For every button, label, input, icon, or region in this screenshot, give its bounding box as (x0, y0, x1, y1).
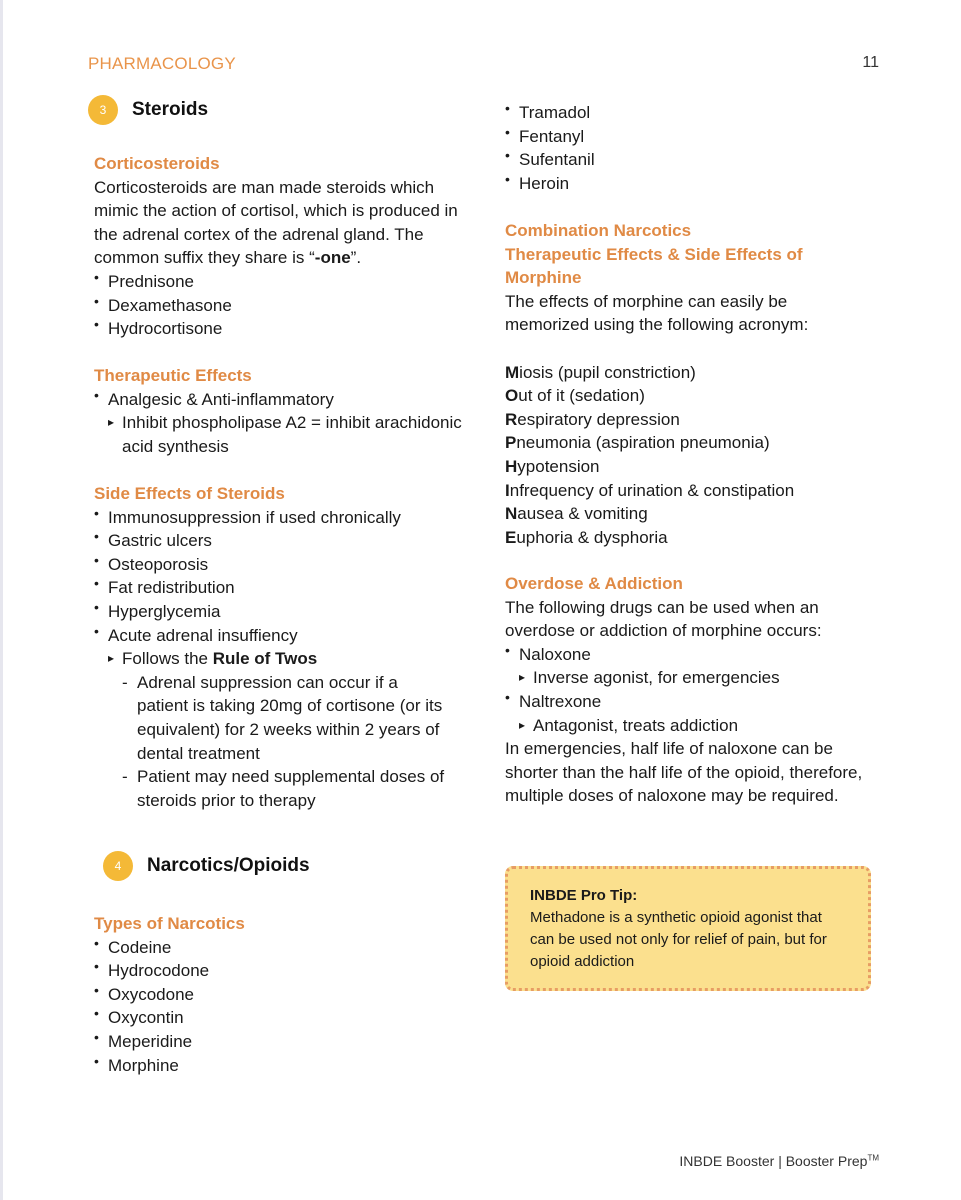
section-steroids-heading (88, 95, 208, 125)
mnemonic-text: uphoria & dysphoria (516, 527, 668, 547)
list-item: ▸ Inhibit phospholipase A2 = inhibit arachidonic acid synthesis (80, 411, 464, 458)
list-item: • Heroin (491, 172, 875, 196)
narcotics-list (80, 936, 464, 1078)
mnemonic-line (505, 361, 875, 385)
therapeutic-effects-heading: Therapeutic Effects (94, 366, 252, 385)
rule-of-twos-text: Rule of Twos (212, 649, 318, 669)
mnemonic-list (505, 361, 875, 550)
mnemonic-text: espiratory depression (517, 409, 680, 429)
list-item: • Naltrexone (491, 690, 875, 714)
mnemonic-line (505, 384, 875, 408)
mnemonic-letter: M (505, 362, 520, 382)
list-item: • Oxycontin (80, 1006, 464, 1030)
types-of-narcotics-heading: Types of Narcotics (94, 914, 245, 933)
therapeutic-effects-block (94, 364, 464, 458)
section-title: Steroids (132, 99, 209, 120)
paragraph-text: Corticosteroids are man made steroids which mimic the action of cortisol, which is produced in the adrenal cortex of the adrenal gland. The common suffix they share is “ (94, 177, 458, 268)
mnemonic-letter: E (505, 527, 517, 547)
overdose-intro: The following drugs can be used when an overdose or addiction of morphine occurs: (505, 597, 822, 641)
section-number-badge: 4 (103, 851, 133, 881)
overdose-drug-sublist (491, 666, 875, 690)
side-effects-list (80, 506, 464, 648)
list-item: ▸ Inverse agonist, for emergencies (491, 666, 875, 690)
mnemonic-line (505, 479, 875, 503)
mnemonic-line (505, 502, 875, 526)
mnemonic-letter: N (505, 504, 518, 524)
overdose-drug-list (491, 643, 875, 667)
corticosteroid-list (80, 270, 464, 341)
mnemonic-line (505, 408, 875, 432)
section-title: Narcotics/Opioids (147, 855, 310, 876)
side-effects-block (94, 482, 464, 812)
corticosteroids-block (94, 152, 464, 341)
list-item (80, 647, 464, 671)
pro-tip-box (505, 866, 871, 991)
overdose-drug-list-2 (491, 690, 875, 714)
list-item: • Oxycodone (80, 983, 464, 1007)
mnemonic-text: ypotension (517, 456, 600, 476)
list-item: • Hydrocodone (80, 959, 464, 983)
overdose-heading: Overdose & Addiction (505, 574, 683, 593)
mnemonic-letter: R (505, 409, 518, 429)
overdose-closing: In emergencies, half life of naloxone can be shorter than the half life of the opioid, therefore, multiple doses of naloxone may be required. (505, 739, 863, 806)
list-item: • Tramadol (491, 101, 875, 125)
combination-narcotics-block (505, 219, 875, 549)
list-item: • Analgesic & Anti-inflammatory (80, 388, 464, 412)
list-item-text: Follows the (122, 649, 213, 669)
footer (679, 1153, 879, 1169)
morphine-effects-heading: Therapeutic Effects & Side Effects of Morphine (505, 244, 803, 288)
section-number-badge: 3 (88, 95, 118, 125)
combination-narcotics-heading: Combination Narcotics (505, 221, 692, 240)
list-item: • Acute adrenal insuffiency (80, 624, 464, 648)
narcotics-list-continued (505, 101, 875, 195)
types-of-narcotics-block (94, 912, 464, 1077)
mnemonic-text: iosis (pupil constriction) (519, 362, 696, 382)
suffix-text: -one (314, 248, 351, 268)
list-item: • Naloxone (491, 643, 875, 667)
list-item: • Dexamethasone (80, 294, 464, 318)
mnemonic-line (505, 455, 875, 479)
trademark-mark: TM (867, 1153, 879, 1163)
list-item: • Gastric ulcers (80, 529, 464, 553)
mnemonic-letter: O (505, 386, 519, 406)
overdose-block (505, 572, 875, 808)
header-category: PHARMACOLOGY (88, 54, 236, 73)
list-item: • Immunosuppression if used chronically (80, 506, 464, 530)
list-item: • Codeine (80, 936, 464, 960)
footer-text: INBDE Booster | Booster Prep (679, 1153, 868, 1169)
therapeutic-sublist (80, 411, 464, 458)
list-item: • Fat redistribution (80, 576, 464, 600)
narcotics-list-2 (491, 101, 875, 195)
list-item: • Hyperglycemia (80, 600, 464, 624)
list-item: • Fentanyl (491, 125, 875, 149)
mnemonic-line (505, 526, 875, 550)
mnemonic-letter: P (505, 433, 517, 453)
list-item: • Prednisone (80, 270, 464, 294)
morphine-intro: The effects of morphine can easily be memorized using the following acronym: (505, 291, 809, 335)
page-number: 11 (862, 54, 879, 71)
list-item: • Hydrocortisone (80, 317, 464, 341)
overdose-drug-sublist-2 (491, 714, 875, 738)
list-item: • Sufentanil (491, 148, 875, 172)
mnemonic-letter: H (505, 456, 518, 476)
list-item: - Adrenal suppression can occur if a patient is taking 20mg of cortisone (or its equivalent) for 2 weeks within 2 years of dental treatment (80, 671, 450, 765)
corticosteroids-heading: Corticosteroids (94, 154, 220, 173)
page-left-edge (0, 0, 3, 1200)
list-item: • Meperidine (80, 1030, 464, 1054)
paragraph-text-end: ”. (350, 248, 362, 268)
pro-tip-text: Methadone is a synthetic opioid agonist that can be used not only for relief of pain, but for opioid addiction (530, 909, 827, 970)
corticosteroids-paragraph (94, 176, 464, 270)
side-effects-heading: Side Effects of Steroids (94, 484, 285, 503)
rule-of-twos-sublist (80, 647, 464, 671)
section-narcotics-heading (103, 851, 310, 881)
mnemonic-text: ausea & vomiting (517, 504, 648, 524)
mnemonic-letter: I (505, 480, 510, 500)
therapeutic-list (80, 388, 464, 412)
list-item: ▸ Antagonist, treats addiction (491, 714, 875, 738)
mnemonic-line (505, 431, 875, 455)
list-item: - Patient may need supplemental doses of steroids prior to therapy (80, 765, 450, 812)
mnemonic-text: nfrequency of urination & constipation (509, 480, 795, 500)
pro-tip-title: INBDE Pro Tip: (530, 887, 638, 904)
list-item: • Morphine (80, 1054, 464, 1078)
mnemonic-text: neumonia (aspiration pneumonia) (516, 433, 770, 453)
rule-of-twos-details (80, 671, 450, 813)
mnemonic-text: ut of it (sedation) (518, 386, 645, 406)
list-item: • Osteoporosis (80, 553, 464, 577)
